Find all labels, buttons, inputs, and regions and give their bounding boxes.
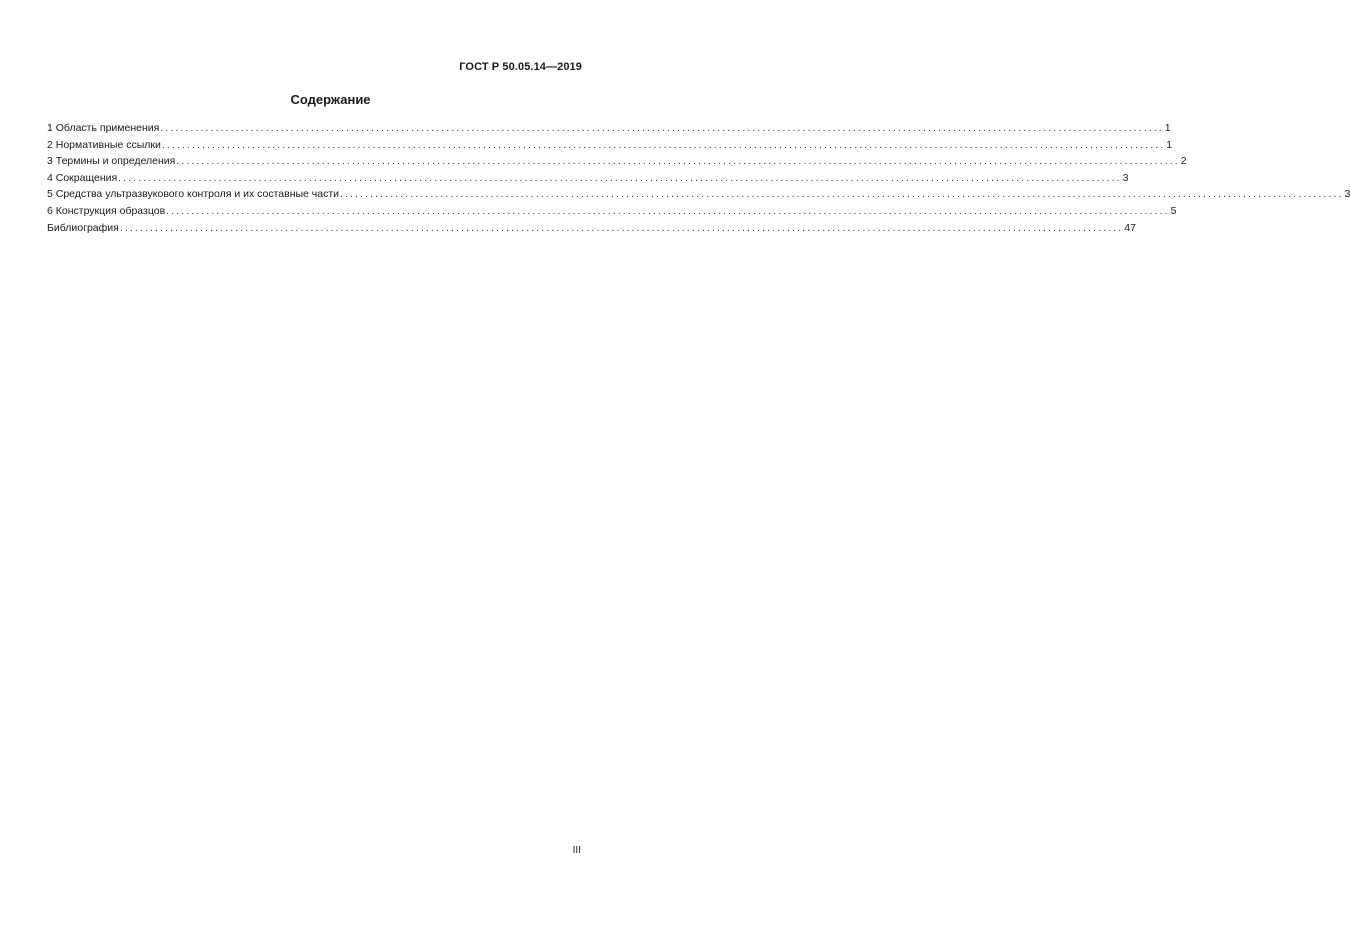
table-of-contents — [47, 120, 1350, 236]
toc-entry-page: 5 — [1170, 204, 1177, 217]
toc-entry-page: 3 — [1344, 188, 1350, 201]
page-number: III — [572, 845, 581, 856]
dot-leader: ........................................................................................................................................................................................................ — [161, 138, 1166, 151]
dot-leader: ........................................................................................................................................................................................................ — [160, 122, 1164, 134]
toc-entry-label: Библиография — [47, 221, 119, 234]
toc-entry-terms-definitions[interactable] — [47, 153, 1187, 170]
toc-entry-page: 2 — [1180, 155, 1187, 168]
toc-entry-bibliography[interactable] — [47, 220, 1136, 237]
toc-entry-scope[interactable] — [47, 120, 1171, 137]
toc-entry-abbreviations[interactable] — [47, 170, 1129, 187]
toc-entry-sample-design[interactable] — [47, 203, 1177, 220]
toc-entry-label: 4 Сокращения — [47, 171, 118, 184]
dot-leader: ........................................................................................................................................................................................................ — [340, 188, 1344, 201]
dot-leader: ........................................................................................................................................................................................................ — [118, 171, 1122, 184]
toc-entry-ultrasonic-testing-means[interactable] — [47, 186, 1350, 203]
toc-entry-page: 1 — [1166, 138, 1173, 151]
toc-entry-label: 1 Область применения — [47, 122, 160, 134]
toc-entry-label: 3 Термины и определения — [47, 155, 176, 168]
toc-title: Содержание — [290, 92, 371, 107]
dot-leader: ........................................................................................................................................................................................................ — [119, 221, 1124, 234]
toc-entry-page: 47 — [1124, 221, 1136, 234]
toc-entry-label: 5 Средства ультразвукового контроля и их составные части — [47, 188, 340, 201]
toc-entry-page: 1 — [1164, 122, 1171, 134]
toc-entry-label: 6 Конструкция образцов — [47, 204, 166, 217]
dot-leader: ........................................................................................................................................................................................................ — [166, 204, 1170, 217]
standard-code: ГОСТ Р 50.05.14—2019 — [459, 61, 582, 73]
toc-entry-label: 2 Нормативные ссылки — [47, 138, 161, 151]
toc-entry-normative-references[interactable] — [47, 137, 1173, 154]
dot-leader: ........................................................................................................................................................................................................ — [176, 155, 1180, 168]
toc-entry-page: 3 — [1122, 171, 1129, 184]
